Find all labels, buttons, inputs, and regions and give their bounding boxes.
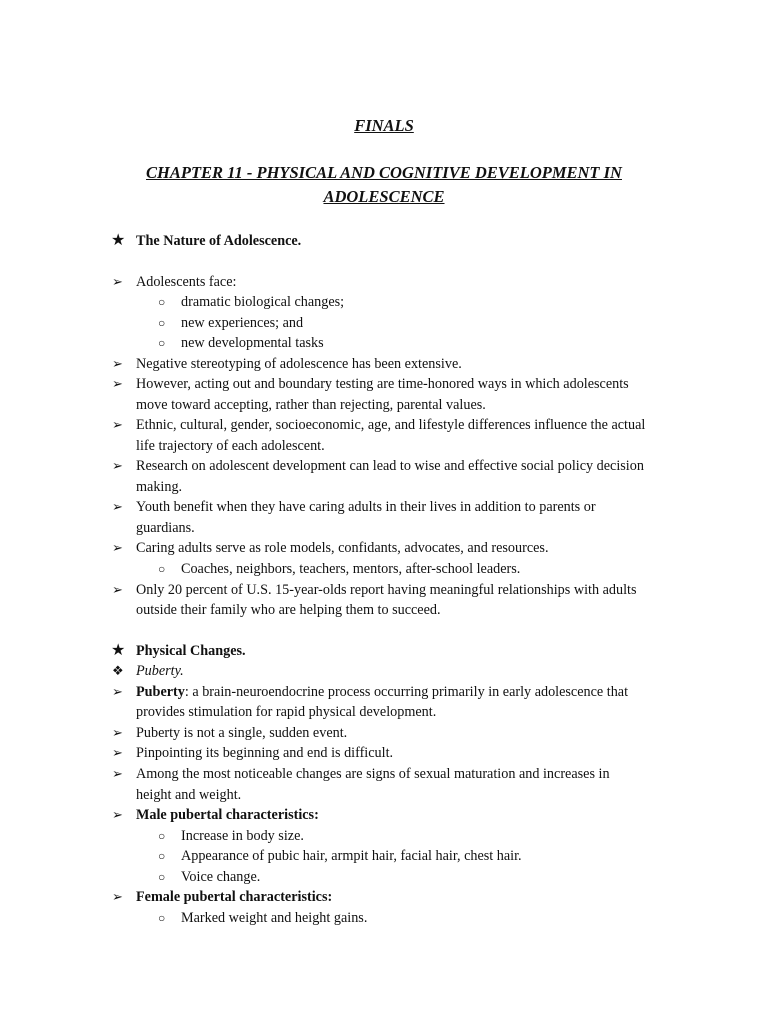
circle-bullet-icon: ○ — [158, 829, 166, 843]
list-item-text: Caring adults serve as role models, confidants, advocates, and resources. — [136, 540, 549, 556]
subsection-title: Puberty. — [136, 663, 184, 679]
puberty-definition: : a brain-neuroendocrine process occurring primarily in early adolescence that — [184, 684, 629, 700]
list-item-text: Youth benefit when they have caring adults in their lives in addition to parents or — [136, 499, 596, 515]
sub-list-item — [0, 559, 768, 580]
sub-list-item-text: new experiences; and — [181, 315, 304, 331]
circle-bullet-icon: ○ — [158, 336, 166, 350]
list-item-continuation — [0, 702, 768, 723]
list-item-text: Negative stereotyping of adolescence has been extensive. — [136, 356, 462, 372]
circle-bullet-icon: ○ — [158, 849, 166, 863]
list-item-text: However, acting out and boundary testing are time-honored ways in which adolescents — [136, 376, 629, 392]
list-item — [0, 415, 768, 436]
list-item-text: Male pubertal characteristics: — [136, 807, 319, 823]
arrow-bullet-icon: ➢ — [112, 807, 123, 822]
list-item-text: Female pubertal characteristics: — [136, 889, 333, 905]
sub-list-item-text: Voice change. — [181, 869, 261, 885]
list-item-text: Pinpointing its beginning and end is difficult. — [136, 745, 394, 761]
arrow-bullet-icon: ➢ — [112, 376, 123, 391]
list-item — [0, 538, 768, 559]
sub-list-item-text: dramatic biological changes; — [181, 294, 345, 310]
list-item-text: Among the most noticeable changes are signs of sexual maturation and increases in — [136, 766, 610, 782]
chapter-title-line-2: ADOLESCENCE — [323, 187, 445, 206]
list-item — [0, 723, 768, 744]
list-item — [0, 354, 768, 375]
list-item-continuation — [0, 600, 768, 621]
circle-bullet-icon: ○ — [158, 562, 166, 576]
list-item — [0, 456, 768, 477]
list-item-continuation — [0, 518, 768, 539]
sub-list-item — [0, 313, 768, 334]
list-item — [0, 682, 768, 703]
sub-list-item — [0, 908, 768, 929]
list-item-continuation — [0, 785, 768, 806]
list-item-text: life trajectory of each adolescent. — [136, 438, 325, 454]
arrow-bullet-icon: ➢ — [112, 889, 123, 904]
arrow-bullet-icon: ➢ — [112, 745, 123, 760]
list-item-text: provides stimulation for rapid physical development. — [136, 704, 437, 720]
diamond-bullet-icon: ❖ — [112, 663, 124, 678]
circle-bullet-icon: ○ — [158, 316, 166, 330]
arrow-bullet-icon: ➢ — [112, 684, 123, 699]
list-item-continuation — [0, 436, 768, 457]
list-item-continuation — [0, 395, 768, 416]
list-item-text: guardians. — [136, 520, 195, 536]
arrow-bullet-icon: ➢ — [112, 582, 123, 597]
list-item-text: Adolescents face: — [136, 274, 237, 290]
star-bullet-icon: ★ — [111, 232, 126, 249]
sub-list-item-text: new developmental tasks — [181, 335, 324, 351]
arrow-bullet-icon: ➢ — [112, 417, 123, 432]
list-item-text: Research on adolescent development can lead to wise and effective social policy decision — [136, 458, 644, 474]
list-item-continuation — [0, 477, 768, 498]
list-item — [0, 497, 768, 518]
sub-list-item-text: Coaches, neighbors, teachers, mentors, after-school leaders. — [181, 561, 521, 577]
sub-list-item-text: Appearance of pubic hair, armpit hair, facial hair, chest hair. — [181, 848, 522, 864]
arrow-bullet-icon: ➢ — [112, 499, 123, 514]
list-item — [0, 580, 768, 601]
subsection-heading-puberty — [0, 661, 768, 682]
list-item — [0, 805, 768, 826]
sub-list-item-text: Marked weight and height gains. — [181, 910, 368, 926]
section-heading-nature — [0, 231, 768, 252]
list-item-text — [136, 682, 628, 703]
arrow-bullet-icon: ➢ — [112, 540, 123, 555]
list-item-text: Only 20 percent of U.S. 15-year-olds report having meaningful relationships with adults — [136, 582, 637, 598]
section-title: The Nature of Adolescence. — [136, 233, 302, 249]
section-title: Physical Changes. — [136, 643, 246, 659]
puberty-term: Puberty — [136, 684, 185, 700]
sub-list-item — [0, 846, 768, 867]
circle-bullet-icon: ○ — [158, 295, 166, 309]
sub-list-item — [0, 826, 768, 847]
arrow-bullet-icon: ➢ — [112, 766, 123, 781]
list-item — [0, 743, 768, 764]
list-item-text: making. — [136, 479, 183, 495]
finals-heading: FINALS — [354, 116, 414, 135]
sub-list-item — [0, 867, 768, 888]
section-heading-physical — [0, 641, 768, 662]
list-item-text: height and weight. — [136, 787, 242, 803]
list-item — [0, 887, 768, 908]
chapter-title-line-1: CHAPTER 11 - PHYSICAL AND COGNITIVE DEVELOPMENT IN — [146, 163, 622, 182]
list-item — [0, 764, 768, 785]
arrow-bullet-icon: ➢ — [112, 356, 123, 371]
circle-bullet-icon: ○ — [158, 911, 166, 925]
arrow-bullet-icon: ➢ — [112, 725, 123, 740]
list-item — [0, 374, 768, 395]
arrow-bullet-icon: ➢ — [112, 458, 123, 473]
circle-bullet-icon: ○ — [158, 870, 166, 884]
arrow-bullet-icon: ➢ — [112, 274, 123, 289]
sub-list-item — [0, 333, 768, 354]
star-bullet-icon: ★ — [111, 642, 126, 659]
sub-list-item — [0, 292, 768, 313]
list-item-text: outside their family who are helping them to succeed. — [136, 602, 441, 618]
list-item-text: move toward accepting, rather than rejecting, parental values. — [136, 397, 486, 413]
list-item — [0, 272, 768, 293]
list-item-text: Ethnic, cultural, gender, socioeconomic, age, and lifestyle differences influence the actual — [136, 417, 646, 433]
sub-list-item-text: Increase in body size. — [181, 828, 304, 844]
list-item-text: Puberty is not a single, sudden event. — [136, 725, 348, 741]
